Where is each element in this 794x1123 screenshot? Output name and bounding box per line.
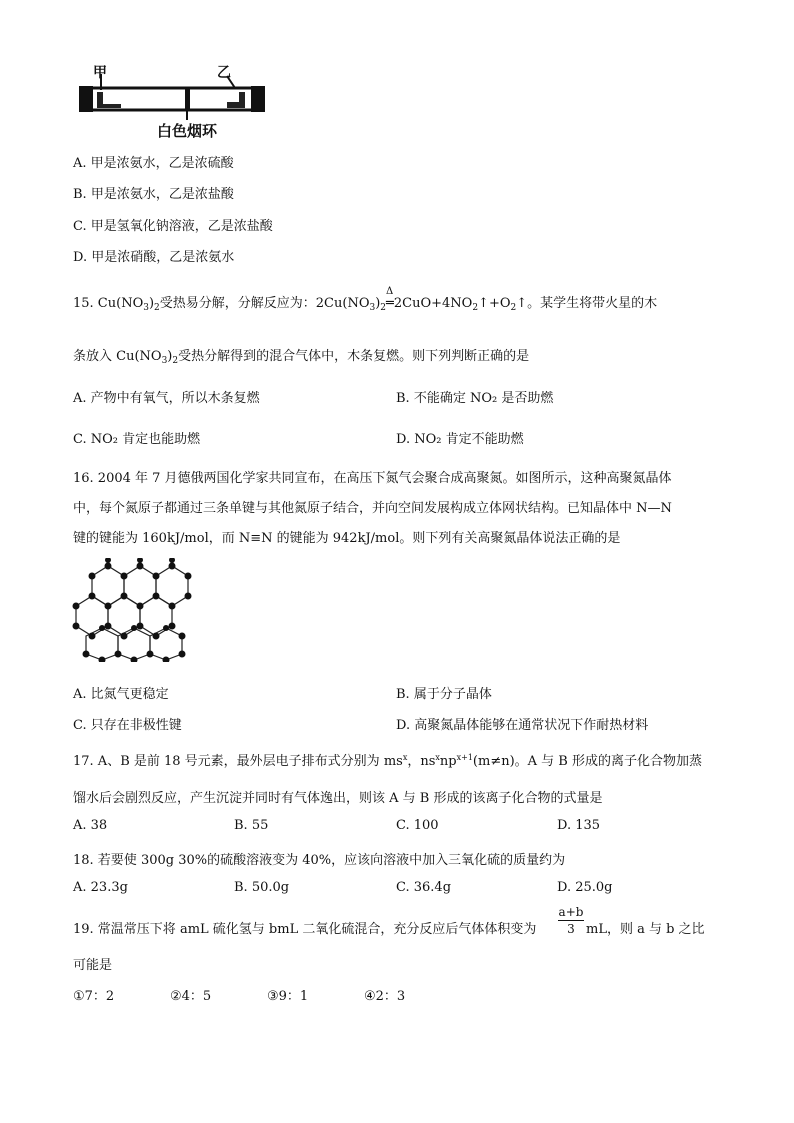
q17-option-c: C. 100 xyxy=(396,818,439,833)
q15-option-b: B. 不能确定 NO₂ 是否助燃 xyxy=(396,391,554,406)
q19-stem-line1: 19. 常温常压下将 amL 硫化氢与 bmL 二氧化硫混合，充分反应后气体体积变为 xyxy=(73,922,537,937)
q16-stem-line1: 16. 2004 年 7 月德俄两国化学家共同宣布，在高压下氮气会聚合成高聚氮。如图所示，这种高聚氮晶体 xyxy=(73,471,672,486)
q15-option-d: D. NO₂ 肯定不能助燃 xyxy=(396,432,524,447)
q14-option-d: D. 甲是浓硝酸，乙是浓氨水 xyxy=(73,250,235,265)
q19-stem-line1-tail: mL，则 a 与 b 之比 xyxy=(586,922,705,937)
polymeric-nitrogen-figure xyxy=(72,558,192,662)
q19-fraction xyxy=(558,904,584,937)
fraction-denominator: 3 xyxy=(567,922,575,936)
q15-stem-line2: 条放入 $Cu(NO_3)_2$受热分解得到的混合气体中，木条复燃。则下列判断正确的是 xyxy=(73,349,530,366)
q16-option-b: B. 属于分子晶体 xyxy=(396,687,492,702)
q17-stem-line1: 17. A、B 是前 18 号元素，最外层电子排布式分别为 $ms^x$，$ns^xnp^{x+1}(m\ne n)$。A 与 B 形成的离子化合物加蒸 xyxy=(73,753,702,769)
tube-label-yi: 乙 xyxy=(217,65,231,81)
q17-option-a: A. 38 xyxy=(73,818,108,833)
tube-label-ring: 白色烟环 xyxy=(157,122,218,140)
q14-option-a: A. 甲是浓氨水，乙是浓硫酸 xyxy=(73,156,234,171)
heat-symbol: Δ xyxy=(386,286,394,297)
q16-option-a: A. 比氮气更稳定 xyxy=(73,687,169,702)
q18-option-c: C. 36.4g xyxy=(396,880,452,895)
q18-option-d: D. 25.0g xyxy=(557,880,613,895)
q18-option-a: A. 23.3g xyxy=(73,880,128,895)
tube-figure xyxy=(75,62,275,142)
q15-option-a: A. 产物中有氧气，所以木条复燃 xyxy=(73,391,260,406)
q14-option-c: C. 甲是氢氧化钠溶液，乙是浓盐酸 xyxy=(73,219,273,234)
q19-stem-line2: 可能是 xyxy=(73,958,113,973)
fraction-numerator: a+b xyxy=(558,905,584,919)
q14-option-b: B. 甲是浓氨水，乙是浓盐酸 xyxy=(73,187,234,202)
q17-option-d: D. 135 xyxy=(557,818,601,833)
q19-choice-1: ①7：2 xyxy=(73,989,115,1004)
q16-option-d: D. 高聚氮晶体能够在通常状况下作耐热材料 xyxy=(396,718,649,733)
q19-choice-2: ②4：5 xyxy=(170,989,212,1004)
q16-option-c: C. 只存在非极性键 xyxy=(73,718,182,733)
q19-choice-3: ③9：1 xyxy=(267,989,309,1004)
q17-stem-line2: 馏水后会剧烈反应，产生沉淀并同时有气体逸出，则该 A 与 B 形成的该离子化合物的式量是 xyxy=(73,791,603,806)
q15-option-c: C. NO₂ 肯定也能助燃 xyxy=(73,432,201,447)
q15-stem-line1: 15. $Cu(NO_3)_2$受热易分解，分解反应为：$2Cu(NO_3)_2$ Δ $═2CuO+4NO_2↑+O_2↑$。某学生将带火星的木 xyxy=(73,286,658,313)
q16-stem-line2: 中，每个氮原子都通过三条单键与其他氮原子结合，并向空间发展构成立体网状结构。已知晶体中 N—N xyxy=(73,501,672,516)
q18-stem: 18. 若要使 300g 30%的硫酸溶液变为 40%，应该向溶液中加入三氧化硫的质量约为 xyxy=(73,853,566,868)
nitrogen-lattice-diagram xyxy=(72,558,192,662)
q16-stem-line3: 键的键能为 160kJ/mol，而 N≡N 的键能为 942kJ/mol。则下列有关高聚氮晶体说法正确的是 xyxy=(73,531,621,546)
tube-label-jia: 甲 xyxy=(93,65,107,81)
q17-option-b: B. 55 xyxy=(234,818,269,833)
q19-choice-4: ④2：3 xyxy=(364,989,406,1004)
q18-option-b: B. 50.0g xyxy=(234,880,290,895)
